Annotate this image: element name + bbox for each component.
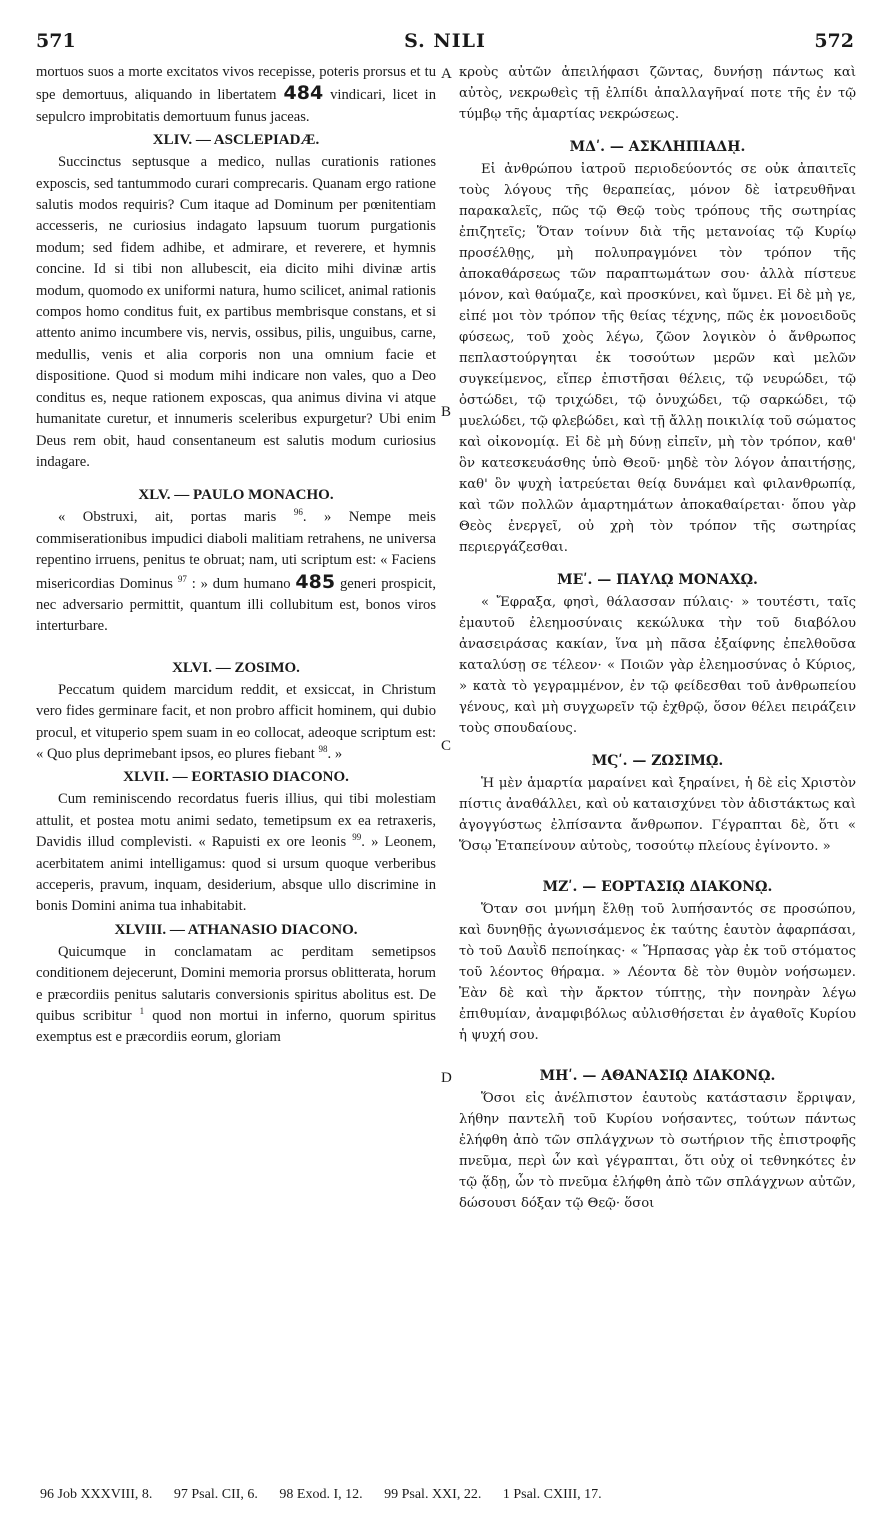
running-title: S. NILI (404, 30, 486, 52)
greek-paragraph-47: Ὅταν σοι μνήμη ἔλθῃ τοῦ λυπήσαντός σε προσώπου, καὶ δυνηθῇς ἀγωνισάμενος ἐκ ταύτης ἑαυτὸν ἀφαρπάσαι, τὸ τοῦ Δαυῒδ πεποίηκας· « Ἥρπασας γὰρ ἐκ τοῦ στόματος τοῦ λέοντος θήραμα. » Λέοντα δὲ τὸν θυμὸν νοήσωμεν. Ἐὰν δὲ καὶ τὴν ἄρκτον τύπτῃς, τὴν πονηρὰν λέγω ἐπιθυμίαν, ἀναμφιβόλως αὐλισθήσεται ἐν ἀγαθοῖς Κυρίου ἡ ψυχή σου. (459, 902, 856, 1043)
latin-heading-47: XLVII. — EORTASIO DIACONO. (123, 769, 349, 786)
footnote-ref-99: 99 (352, 832, 362, 843)
page-header (36, 30, 854, 54)
footnote-96: 96 Job XXXVIII, 8. (40, 1487, 153, 1502)
footnote-ref-96: 96 (293, 507, 303, 518)
latin-intro: mortuos suos a morte excitatos vivos recepisse, poteris prorsus et tu spe demortuus, aliquando in libertatem 484 vindicari, licet in sepulcro improbitatis demortuum funus jaceas. (36, 64, 436, 125)
page-number-left: 571 (36, 30, 76, 52)
latin-paragraph-47: Cum reminiscendo recordatus fueris illius, qui tibi molestiam attulit, et postea motu animi sedato, temetipsum ex ea retraxeris, Davidis illud complevisti. « Rapuisti ex ore leonis $^{99}$. » Leonem, acerbitatem animi intelligamus: quod si ursum quoque verberibus acceperis, pravum, inquam, desiderium, absque ullo discrimine in bonis Domini anima tua inhabitabit. (36, 791, 436, 915)
greek-heading-45: ΜΕʹ. — ΠΑΥΛῼ ΜΟΝΑΧῼ. (557, 572, 758, 588)
footnotes (40, 1487, 860, 1509)
latin-paragraph-46: Peccatum quidem marcidum reddit, et exsiccat, in Christum vero fides germinare facit, et non probro afficit hominem, qui dubio procul, et vituperio spem suam in eo collocat, adeoque scriptum est: « Quo plus deprimebant ipsos, eo plures fiebant $^{98}$. » (36, 681, 436, 762)
latin-paragraph-44: Succinctus septusque a medico, nullas curationis rationes exposcis, sed tantummodo curari comprecaris. Quanam ergo ratione salutis modos requiris? Cum itaque ad Dominum per pœnitentiam accesseris, ne curiosius indagato lapsuum tuorum purgationis modum; sed fidem adhibe, et admirare, et reverere, et hymnis concine. Id si tibi non allubescit, eia dicito mihi divinæ artis modum, quomodo ex uniformi natura, humo scilicet, animal rationis compos homo conditus fuit, ex partibus membrisque constans, et si attento animo incumbere vis, nervis, ossibus, pilis, unguibus, carne, medullis, venis et alia corporis non una omnium facie et dispositione. Quod si modum mihi indicare non vales, quo a Deo conditus es, neque rationem exposcas, qua animus divina vi atque humanitate curetur, et innumeris sceleribus expurgetur? Ubi enim Deus rem obit, haud consentaneum est salutis modum curiosius indagare. (36, 154, 436, 470)
margin-letter-c: C (441, 738, 452, 754)
latin-heading-45: XLV. — PAULO MONACHO. (138, 487, 334, 504)
footnote-ref-97: 97 (177, 573, 187, 584)
greek-paragraph-48: Ὅσοι εἰς ἀνέλπιστον ἑαυτοὺς κατάστασιν ἔρριψαν, λήθην παντελῆ τοῦ Κυρίου νοήσαντες, τούτων πάντως ἐλήφθη ἀπὸ τῶν σπλάγχνων τὸ σωτήριον τῆς ἐπιστροφῆς πνεῦμα, περὶ ὧν καὶ γέγραπται, ὅτι οὐχ οἱ τεθνηκότες ἐν τῷ ᾅδῃ, ὧν τὸ πνεῦμα ἐλήφθη ἀπὸ τῶν σπλάγχνων αὐτῶν, δώσουσι δόξαν τῷ Θεῷ· ὅσοι (459, 1091, 856, 1211)
page-number-right: 572 (814, 30, 854, 52)
greek-paragraph-46: Ἡ μὲν ἁμαρτία μαραίνει καὶ ξηραίνει, ἡ δὲ εἰς Χριστὸν πίστις ἀναθάλλει, καὶ οὐ καταισχύνει τὸν ἀδιστάκτως καὶ ἀγογγύστως ἐλπίσαντα ἄνθρωπον. Γέγραπται δὲ, ὅτι « Ὅσῳ Ἐταπείνουν αὐτοὺς, τοσούτῳ πλείους ἐγίνοντο. » (459, 776, 856, 854)
latin-column (36, 62, 436, 1049)
footnote-99: 99 Psal. XXI, 22. (384, 1487, 482, 1502)
greek-heading-47: ΜΖʹ. — ΕΟΡΤΑΣΙῼ ΔΙΑΚΟΝῼ. (542, 879, 773, 895)
margin-letter-a: A (441, 66, 452, 82)
greek-intro: κροὺς αὐτῶν ἀπειλήφασι ζῶντας, δυνήσῃ πάντως καὶ αὐτὸς, νεκρωθεὶς τῇ ἐλπίδι ἀπαλλαγῆναί ποτε τῆς ἐν τῷ τύμβῳ τῆς ἁμαρτίας νεκρώσεως. (459, 65, 856, 122)
greek-column (459, 62, 856, 1214)
footnote-ref-1: 1 (139, 1006, 145, 1017)
greek-paragraph-44: Εἰ ἀνθρώπου ἰατροῦ περιοδεύοντός σε οὐκ ἀπαιτεῖς τοὺς λόγους τῆς θεραπείας, μόνον δὲ ἰατρευθῆναι παρακαλεῖς, πῶς τῷ Θεῷ τοὺς τρόπους τῆς σωτηρίας ἐπιζητεῖς; Ὅταν τοίνυν διὰ τῆς μετανοίας τῷ Κυρίῳ προσέλθῃς, μὴ πολυπραγμόνει τὸν τρόπον τῆς ἀποκαθάρσεως τῶν παραπτωμάτων σου· ἀλλὰ πίστευε μόνον, καὶ θαύμαζε, καὶ προσκύνει, καὶ ὕμνει. Εἰ δὲ μὴ γε, εἰπέ μοι τὸν τρόπον τῆς θείας τέχνης, πῶς ἐκ μονοειδοῦς φύσεως, τοῦ χοὸς λέγω, ζῶον λογικὸν ὁ ἄνθρωπος πεπλαστούργηται ἐκ τοσούτων μερῶν καὶ μελῶν συγκείμενος, εἴπερ ἐπιστῆσαι θέλεις, τῷ νευρώδει, τῷ ὀστώδει, τῷ τριχώδει, τῷ ὀνυχώδει, τῷ σαρκώδει, τῷ μυελώδει, τῷ φλεβώδει, καὶ τῇ ἄλλῃ ποικιλίᾳ τοῦ σώματος καὶ οἰκονομίᾳ. Εἰ δὲ μὴ δύνῃ εἰπεῖν, μὴ τὸν τρόπον, καθ' ὃν κατεσκευάσθης ὑπὸ Θεοῦ· μηδὲ τὸν λόγον ἀπαιτήσῃς, καθ' ὃν ψυχὴ ἰατρεύεται θείᾳ δυνάμει καὶ φιλανθρωπίᾳ, καὶ τῶν πολλῶν ἁμαρτημάτων ἀποκαθαίρεται· ὅπου γὰρ Θεὸς ἐνεργεῖ, οὐ χρὴ τὸν τρόπον τῆς σωτηρίας περιεργάζεσθαι. (459, 162, 856, 555)
latin-heading-44: XLIV. — ASCLEPIADÆ. (152, 132, 320, 149)
greek-paragraph-45: « Ἔφραξα, φησὶ, θάλασσαν πύλαις· » τουτέστι, ταῖς ἐμαυτοῦ ἐλεημοσύναις κεκώλυκα τὴν τοῦ διαβόλου ἀνασειράσας κακίαν, ἵνα μὴ πᾶσα ἐξαίφνης ἐπελθοῦσα καταλύσῃ σε τέλεον· « Ποιῶν γὰρ ἐλεημοσύνας ὁ Κύριος, » κατὰ τὸ γεγραμμένον, ἐν τῷ φείδεσθαι τοῦ ἀνθρωπείου γένους, καὶ μὴ συγχωρεῖν τῷ ἐχθρῷ, ὅσον θέλει πειράζειν τοὺς σπουδαίους. (459, 595, 856, 736)
footnote-1: 1 Psal. CXIII, 17. (502, 1487, 602, 1502)
greek-heading-46: ΜϚʹ. — ΖΩΣΙΜῼ. (591, 753, 724, 769)
footnote-97: 97 Psal. CII, 6. (173, 1487, 258, 1502)
latin-heading-46: XLVI. — ZOSIMO. (172, 659, 300, 676)
margin-letter-b: B (441, 404, 452, 420)
column-number-484: 484 (283, 82, 324, 105)
latin-paragraph-45: « Obstruxi, ait, portas maris $^{96}$. » Nempe meis commiserationibus impudici diaboli malitiam retrahens, ne universa repentino irruens, penitus te obruat; nam, uti scriptum est: « Faciens misericordias Dominus $^{97}$ : » dum humano 485 generi prospicit, nec adversario permittit, quantum illi collubitum est, bonos viros interturbare. (36, 507, 436, 635)
margin-letter-d: D (441, 1070, 452, 1086)
latin-paragraph-48: Quicumque in conclamatam ac perditam semetipsos conditionem dejecerunt, Domini memoria prorsus oblitterata, horum e præcordiis penitus salutaris conversionis spiritus abolitus est. De quibus scribitur $^1$ quod non mortui in inferno, quorum spiritus exemptus est e præcordiis eorum, gloriam (36, 943, 436, 1046)
greek-heading-44: ΜΔʹ. — ΑΣΚΛΗΠΙΑΔῌ. (569, 139, 746, 155)
greek-heading-48: ΜΗʹ. — ΑΘΑΝΑΣΙῼ ΔΙΑΚΟΝῼ. (539, 1068, 776, 1084)
latin-heading-48: XLVIII. — ATHANASIO DIACONO. (114, 921, 358, 938)
column-number-485: 485 (295, 570, 336, 593)
footnote-98: 98 Exod. I, 12. (279, 1487, 363, 1502)
footnote-ref-98: 98 (318, 744, 328, 755)
